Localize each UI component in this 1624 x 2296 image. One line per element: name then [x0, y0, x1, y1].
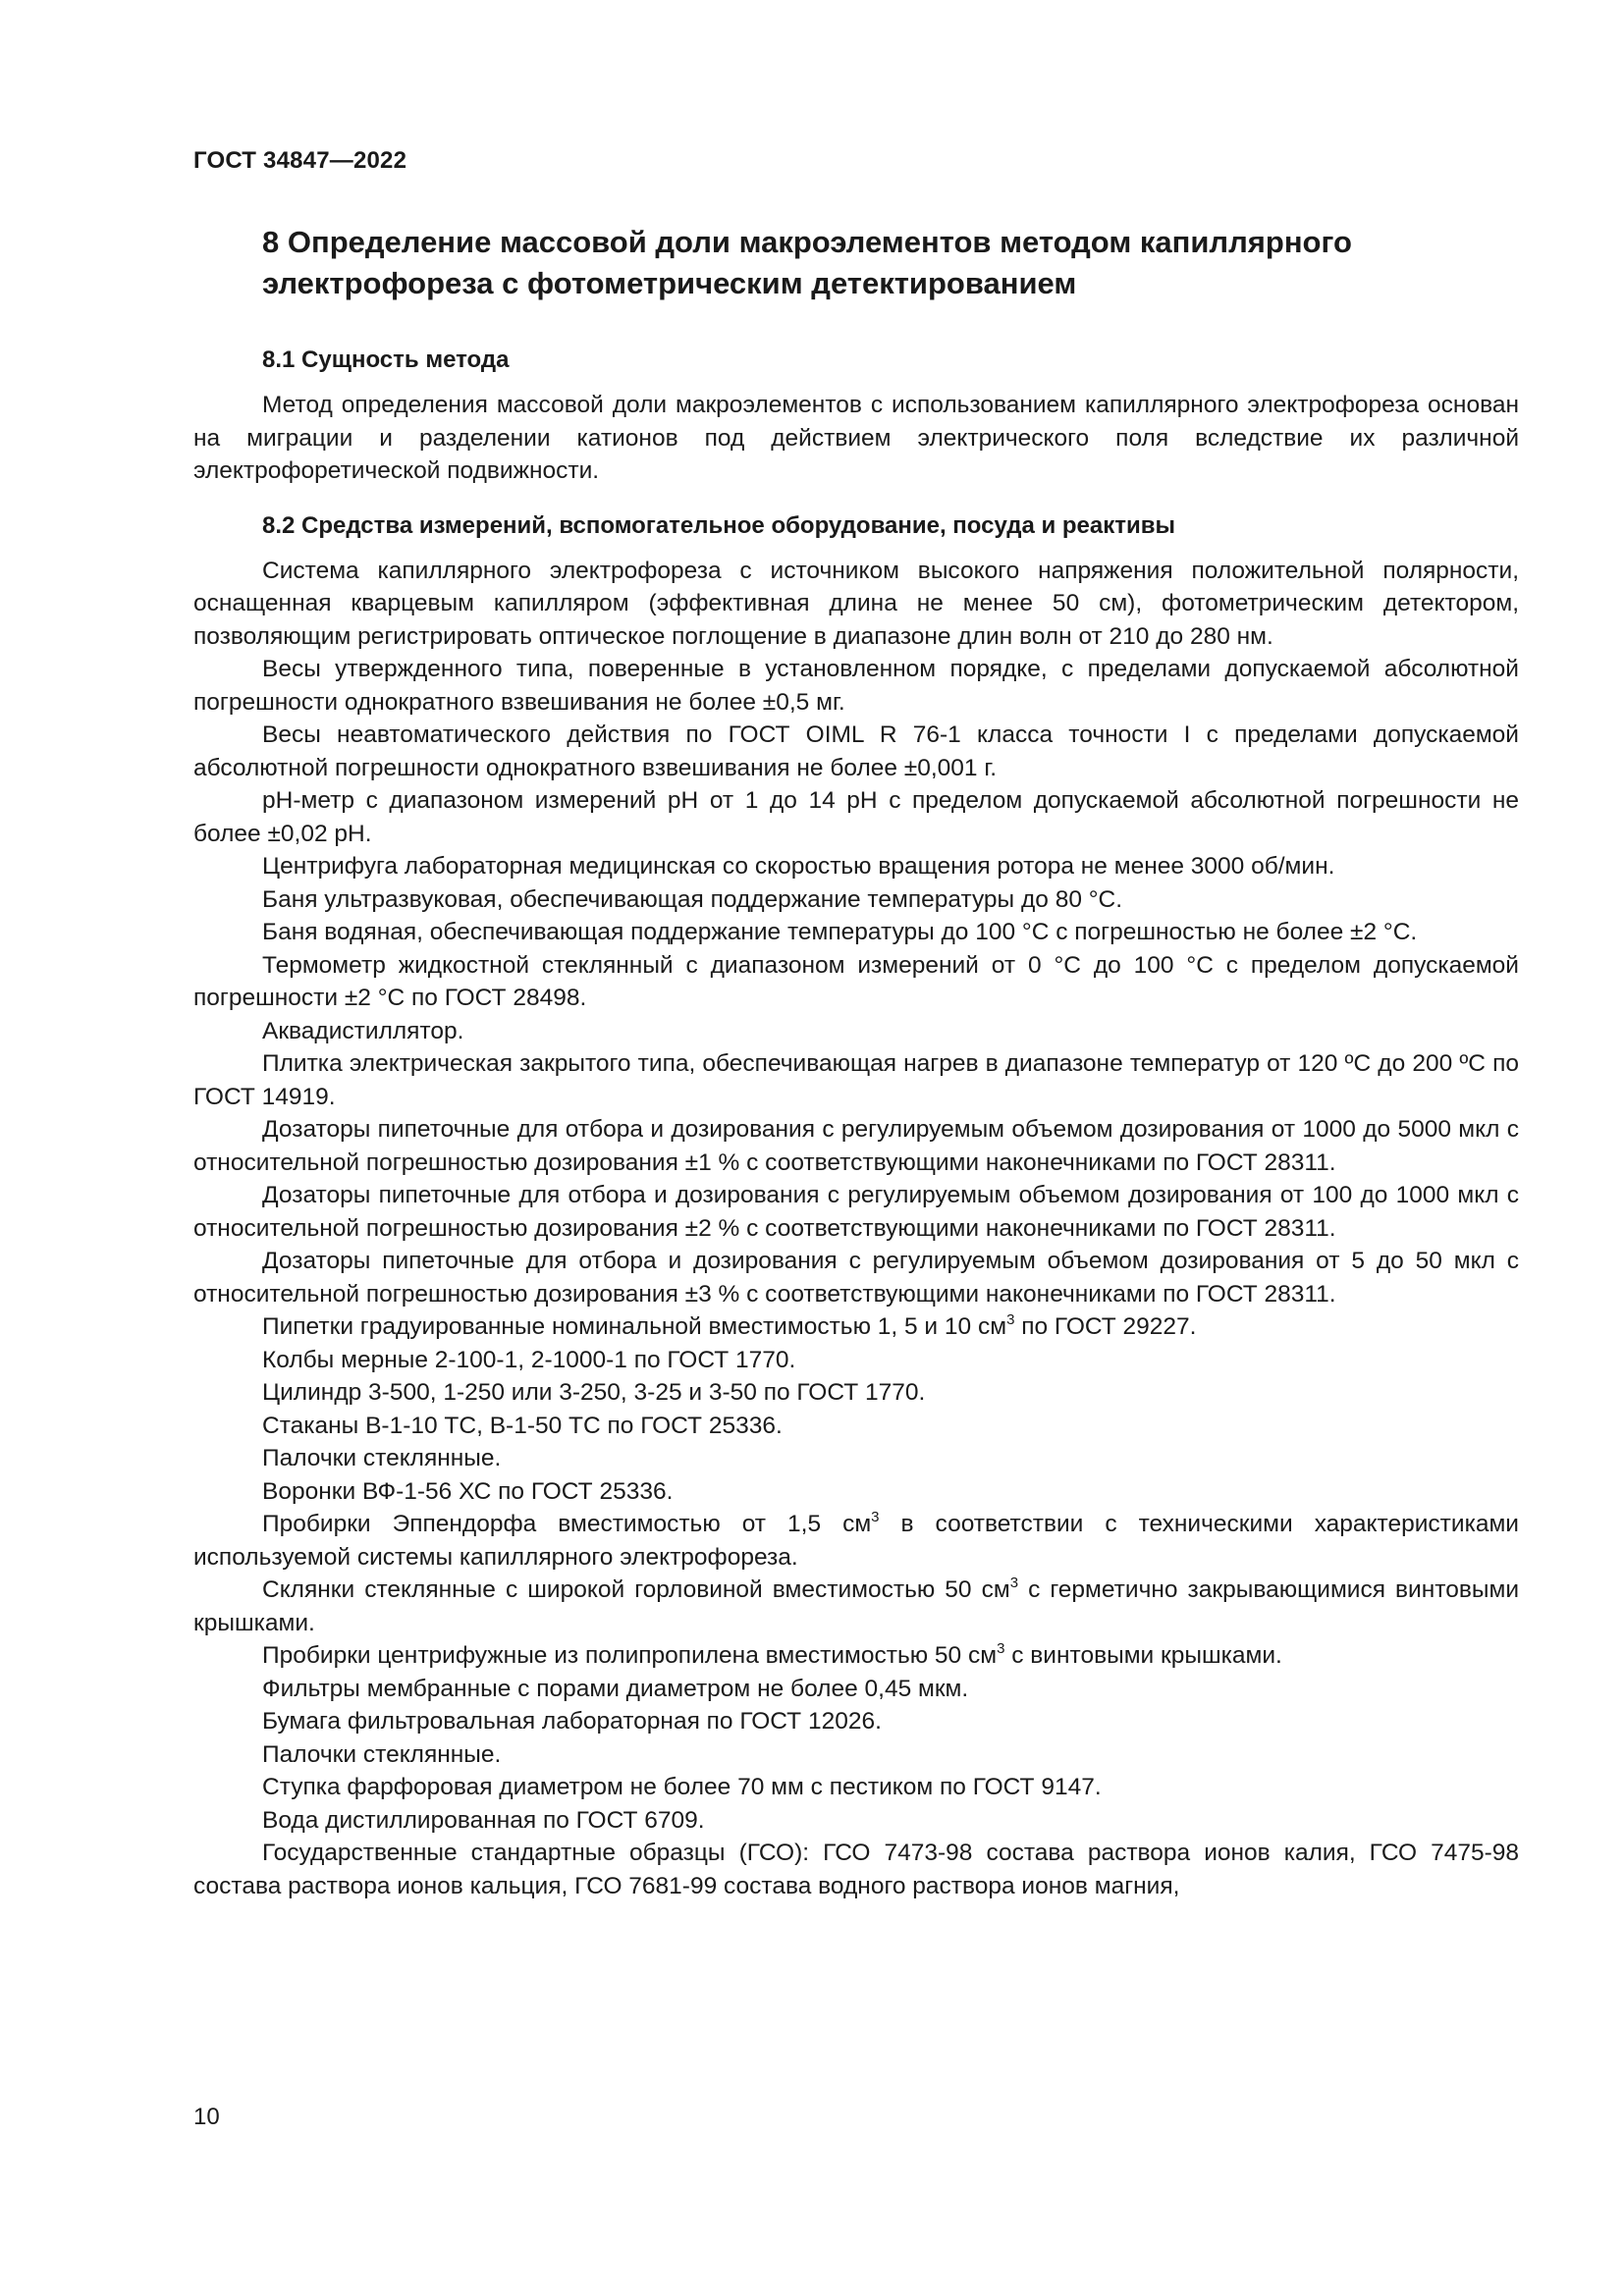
subsection-title-method-essence: 8.1 Сущность метода [262, 347, 510, 373]
method-essence-text [193, 389, 1519, 488]
page-number: 10 [193, 2104, 220, 2130]
paragraph: Государственные стандартные образцы (ГСО): ГСО 7473-98 состава раствора ионов калия, ГСО 7475-98 состава раствора ионов кальция, ГСО 7681-99 состава водного раствора ионов магния, [193, 1840, 1519, 1899]
standard-code-header: ГОСТ 34847—2022 [193, 147, 407, 174]
paragraph: Центрифуга лабораторная медицинская со скоростью вращения ротора не менее 3000 об/мин. [262, 853, 1335, 880]
paragraph: Цилиндр 3-500, 1-250 или 3-250, 3-25 и 3-50 по ГОСТ 1770. [262, 1379, 926, 1406]
text-segment: с герметично закрывающимися винтовыми крышками. [193, 1576, 1520, 1636]
text-segment: Пипетки градуированные номинальной вместимостью 1, 5 и 10 см [262, 1313, 1007, 1340]
paragraph: Бумага фильтровальная лабораторная по ГОСТ 12026. [262, 1708, 882, 1735]
superscript: 3 [997, 1640, 1005, 1657]
page-content [193, 222, 1519, 1902]
subsection-title-equipment: 8.2 Средства измерений, вспомогательное оборудование, посуда и реактивы [262, 511, 1176, 539]
text-segment: Пробирки Эппендорфа вместимостью от 1,5 см [262, 1511, 872, 1537]
paragraph-pipettes [193, 1310, 1519, 1344]
paragraph: Метод определения массовой доли макроэлементов с использованием капиллярного электрофореза основан на миграции и разделении катионов под действием электрического поля вследствие их различной электрофоретической подвижности. [193, 392, 1519, 484]
section-title-line-2: электрофореза с фотометрическим детектированием [262, 266, 1077, 300]
paragraph: Стаканы В-1-10 ТС, В-1-50 ТС по ГОСТ 25336. [262, 1412, 783, 1439]
text-segment: Склянки стеклянные с широкой горловиной вместимостью 50 см [262, 1576, 1010, 1603]
text-segment: Пробирки центрифужные из полипропилена вместимостью 50 см [262, 1642, 998, 1669]
paragraph: Палочки стеклянные. [262, 1445, 502, 1471]
paragraph: Дозаторы пипеточные для отбора и дозирования с регулируемым объемом дозирования от 100 до 1000 мкл с относительной погрешностью дозирования ±2 % с соответствующими наконечниками по ГОСТ 28311. [193, 1182, 1519, 1242]
text-segment: с винтовыми крышками. [1004, 1642, 1282, 1669]
paragraph: Плитка электрическая закрытого типа, обеспечивающая нагрев в диапазоне температур от 120 ºС до 200 ºС по ГОСТ 14919. [193, 1050, 1519, 1110]
paragraph: Воронки ВФ-1-56 ХС по ГОСТ 25336. [262, 1477, 674, 1505]
paragraph-jars [193, 1574, 1519, 1639]
paragraph: Баня ультразвуковая, обеспечивающая поддержание температуры до 80 °С. [262, 885, 1123, 913]
paragraph: Система капиллярного электрофореза с источником высокого напряжения положительной полярности, оснащенная кварцевым капилляром (эффективная длина не менее 50 см), фотометрическим детектором, позволяющим регистрировать оптическое поглощение в диапазоне длин волн от 210 до 280 нм. [193, 557, 1519, 650]
section-title-line-1: 8 Определение массовой доли макроэлементов методом капиллярного [262, 225, 1352, 259]
superscript: 3 [1006, 1311, 1015, 1328]
paragraph: Термометр жидкостной стеклянный с диапазоном измерений от 0 °С до 100 °С с пределом допускаемой погрешности ±2 °С по ГОСТ 28498. [193, 951, 1519, 1011]
text-segment: по ГОСТ 29227. [1014, 1313, 1197, 1340]
superscript: 3 [871, 1509, 880, 1525]
text-segment: в соответствии с техническими характеристиками используемой системы капиллярного электрофореза. [193, 1511, 1519, 1571]
paragraph: Дозаторы пипеточные для отбора и дозирования с регулируемым объемом дозирования от 1000 до 5000 мкл с относительной погрешностью дозирования ±1 % с соответствующими наконечниками по ГОСТ 28311. [193, 1116, 1519, 1176]
paragraph-tubes [193, 1639, 1519, 1673]
paragraph: Фильтры мембранные с порами диаметром не более 0,45 мкм. [262, 1675, 969, 1702]
paragraph: Дозаторы пипеточные для отбора и дозирования с регулируемым объемом дозирования от 5 до 50 мкл с относительной погрешностью дозирования ±3 % с соответствующими наконечниками по ГОСТ 28311. [193, 1248, 1519, 1308]
paragraph: Весы неавтоматического действия по ГОСТ OIML R 76-1 класса точности I с пределами допускаемой абсолютной погрешности однократного взвешивания не более ±0,001 г. [193, 721, 1519, 781]
paragraph-eppendorf [193, 1508, 1519, 1574]
paragraph: pH-метр с диапазоном измерений pH от 1 до 14 pH с пределом допускаемой абсолютной погрешности не более ±0,02 pH. [193, 787, 1519, 847]
paragraph: Палочки стеклянные. [262, 1740, 502, 1768]
paragraph: Аквадистиллятор. [262, 1017, 464, 1044]
paragraph: Вода дистиллированная по ГОСТ 6709. [262, 1806, 705, 1834]
equipment-list [193, 555, 1519, 1903]
paragraph: Ступка фарфоровая диаметром не более 70 мм с пестиком по ГОСТ 9147. [262, 1774, 1102, 1800]
section-title [193, 222, 1519, 304]
paragraph: Весы утвержденного типа, поверенные в установленном порядке, с пределами допускаемой абсолютной погрешности однократного взвешивания не более ±0,5 мг. [193, 656, 1519, 716]
superscript: 3 [1009, 1575, 1019, 1591]
paragraph: Баня водяная, обеспечивающая поддержание температуры до 100 °С с погрешностью не более ±2 °С. [262, 919, 1418, 945]
paragraph: Колбы мерные 2-100-1, 2-1000-1 по ГОСТ 1770. [262, 1346, 796, 1373]
